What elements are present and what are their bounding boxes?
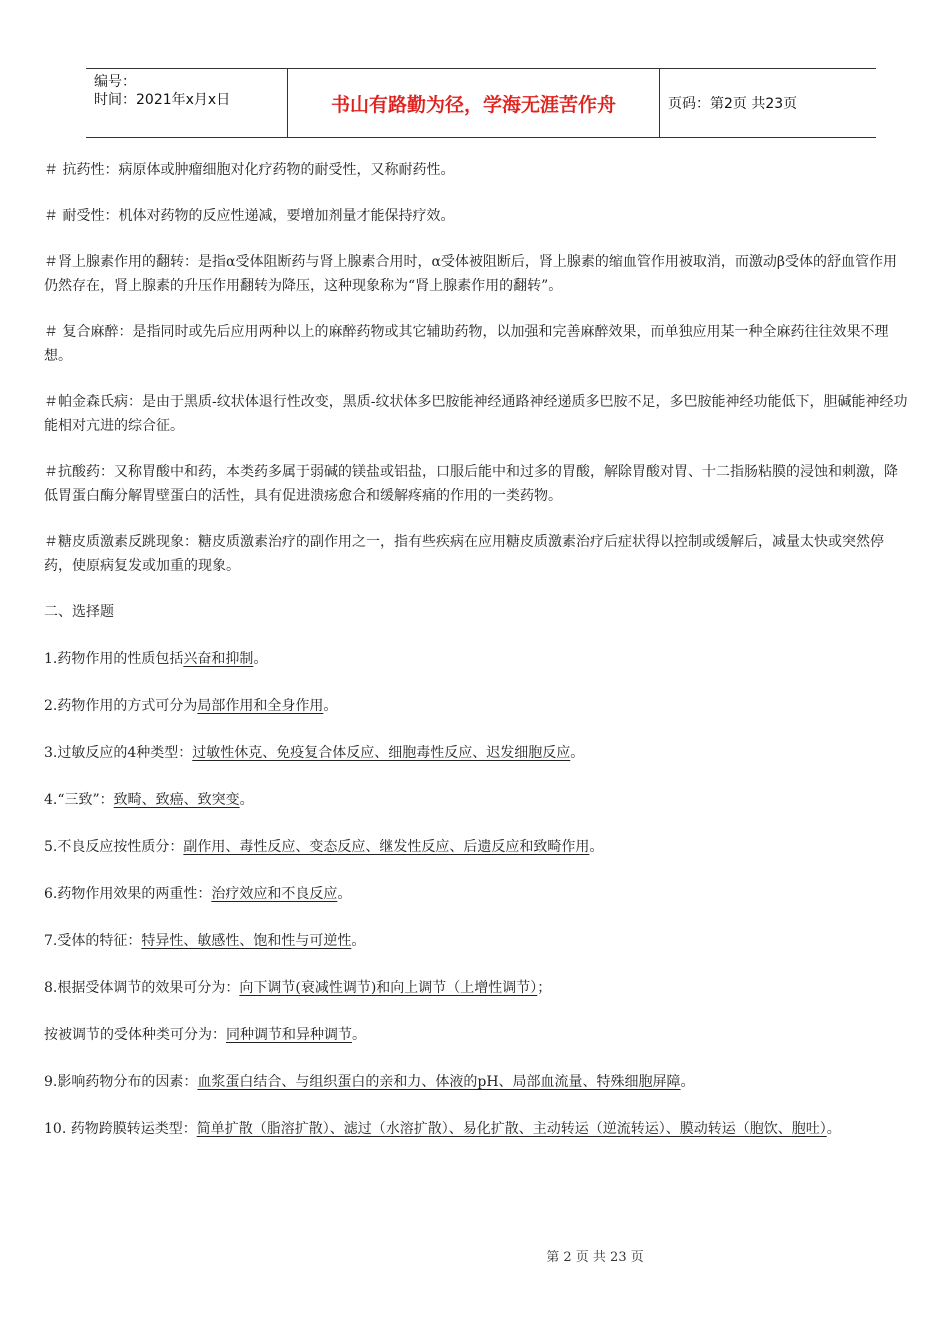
question-text: 1.药物作用的性质包括 bbox=[44, 651, 184, 667]
page-footer: 第 2 页 共 23 页 bbox=[546, 1250, 644, 1265]
term-definition: ＃糖皮质激素反跳现象：糖皮质激素治疗的副作用之一，指有些疾病在应用糖皮质激素治疗后症状得以控制或缓解后，减量太快或突然停药，使原病复发或加重的现象。 bbox=[44, 534, 884, 574]
question-suffix: 。 bbox=[352, 1027, 366, 1043]
question-answer: 治疗效应和不良反应 bbox=[211, 886, 338, 902]
question-item bbox=[44, 788, 910, 812]
date-label: 时间：2021年x月x日 bbox=[94, 92, 231, 108]
question-item bbox=[44, 1023, 910, 1047]
question-item bbox=[44, 835, 910, 859]
question-item bbox=[44, 647, 910, 671]
question-answer: 特异性、敏感性、饱和性与可逆性 bbox=[141, 933, 352, 949]
question-answer: 致畸、致癌、致突变 bbox=[113, 792, 240, 808]
question-suffix: 。 bbox=[570, 745, 585, 761]
question-answer: 副作用、毒性反应、变态反应、继发性反应、后遗反应和致畸作用 bbox=[183, 839, 590, 855]
term-definition: ＃帕金森氏病：是由于黑质-纹状体退行性改变，黑质-纹状体多巴胺能神经通路神经递质多巴胺不足，多巴胺能神经功能低下，胆碱能神经功能相对亢进的综合征。 bbox=[44, 394, 908, 434]
question-text: 按被调节的受体种类可分为： bbox=[44, 1027, 226, 1043]
question-answer: 局部作用和全身作用 bbox=[197, 698, 324, 714]
code-label: 编号： bbox=[94, 74, 136, 90]
question-item bbox=[44, 1070, 910, 1094]
question-suffix: 。 bbox=[337, 886, 352, 902]
term-definition: ＃肾上腺素作用的翻转：是指α受体阻断药与肾上腺素合用时，α受体被阻断后，肾上腺素的缩血管作用被取消，而激动β受体的舒血管作用仍然存在，肾上腺素的升压作用翻转为降压，这种现象称为“肾上腺素作用的翻转”。 bbox=[44, 254, 897, 294]
question-suffix: 。 bbox=[351, 933, 366, 949]
question-suffix: 。 bbox=[239, 792, 254, 808]
question-item bbox=[44, 929, 910, 953]
question-answer: 向下调节(衰减性调节)和向上调节（上增性调节） bbox=[239, 980, 538, 996]
section-title: 二、选择题 bbox=[44, 604, 114, 620]
question-suffix: 。 bbox=[826, 1121, 841, 1137]
term-definition: ＃ 复合麻醉：是指同时或先后应用两种以上的麻醉药物或其它辅助药物，以加强和完善麻醉效果，而单独应用某一种全麻药往往效果不理想。 bbox=[44, 324, 889, 364]
term-definition: ＃ 耐受性：机体对药物的反应性递减，要增加剂量才能保持疗效。 bbox=[44, 208, 455, 224]
question-text: 6.药物作用效果的两重性： bbox=[44, 886, 212, 902]
header-meta bbox=[86, 69, 288, 137]
question-text: 3.过敏反应的4种类型： bbox=[44, 745, 193, 761]
question-answer: 简单扩散（脂溶扩散）、滤过（水溶扩散）、易化扩散、主动转运（逆流转运）、膜动转运（胞饮、胞吐） bbox=[196, 1121, 827, 1137]
term-definition: ＃抗酸药：又称胃酸中和药，本类药多属于弱碱的镁盐或铝盐，口服后能中和过多的胃酸，解除胃酸对胃、十二指肠粘膜的浸蚀和刺激，降低胃蛋白酶分解胃壁蛋白的活性，具有促进溃疡愈合和缓解疼痛的作用的一类药物。 bbox=[44, 464, 898, 504]
question-answer: 同种调节和异种调节 bbox=[226, 1027, 352, 1043]
question-text: 10. 药物跨膜转运类型： bbox=[44, 1121, 197, 1137]
question-answer: 过敏性休克、免疫复合体反应、细胞毒性反应、迟发细胞反应 bbox=[192, 745, 571, 761]
question-text: 8.根据受体调节的效果可分为： bbox=[44, 980, 240, 996]
question-text: 5.不良反应按性质分： bbox=[44, 839, 184, 855]
question-item bbox=[44, 694, 910, 718]
question-text: 9.影响药物分布的因素： bbox=[44, 1074, 198, 1090]
term-definition: ＃ 抗药性：病原体或肿瘤细胞对化疗药物的耐受性，又称耐药性。 bbox=[44, 162, 455, 178]
question-item bbox=[44, 1117, 910, 1141]
question-item bbox=[44, 976, 910, 1000]
question-suffix: 。 bbox=[680, 1074, 695, 1090]
page-header bbox=[86, 68, 876, 138]
document-body bbox=[44, 158, 910, 1164]
question-text: 4.“三致”： bbox=[44, 792, 114, 808]
question-suffix: 。 bbox=[589, 839, 604, 855]
header-motto: 书山有路勤为径，学海无涯苦作舟 bbox=[288, 69, 660, 137]
question-suffix: 。 bbox=[253, 651, 268, 667]
question-text: 2.药物作用的方式可分为 bbox=[44, 698, 198, 714]
question-answer: 兴奋和抑制 bbox=[183, 651, 254, 667]
question-suffix: ； bbox=[537, 980, 552, 996]
question-answer: 血浆蛋白结合、与组织蛋白的亲和力、体液的pH、局部血流量、特殊细胞屏障 bbox=[197, 1074, 681, 1090]
question-item bbox=[44, 741, 910, 765]
question-suffix: 。 bbox=[323, 698, 338, 714]
header-page-number: 页码：第2页 共23页 bbox=[668, 96, 798, 112]
question-item bbox=[44, 882, 910, 906]
question-text: 7.受体的特征： bbox=[44, 933, 142, 949]
